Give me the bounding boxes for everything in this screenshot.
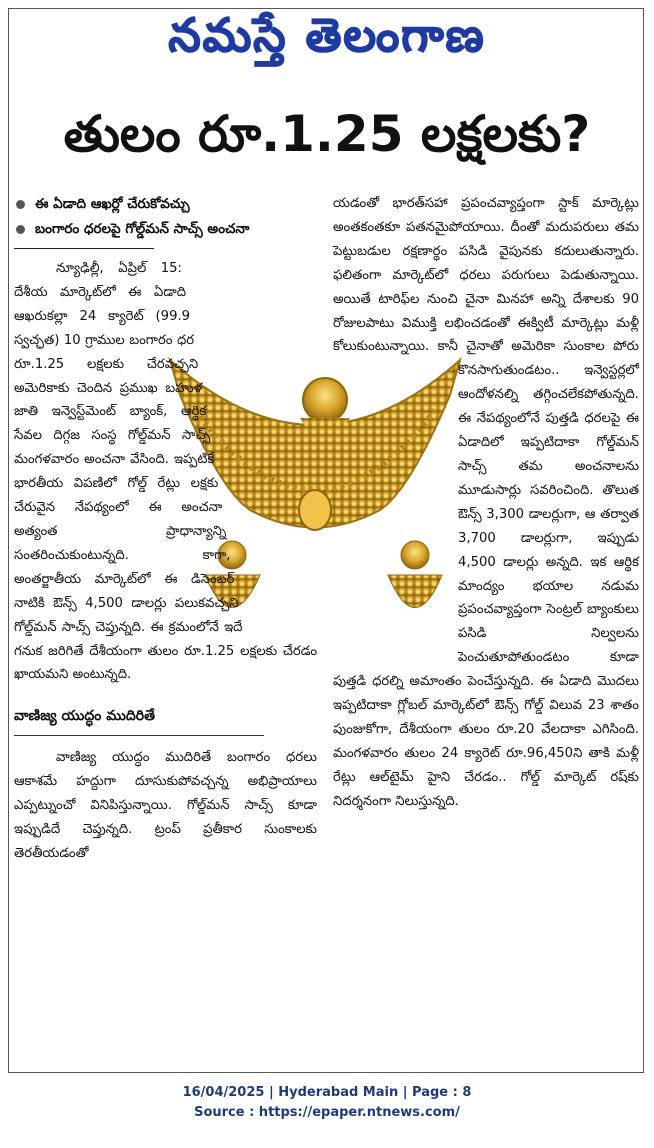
article-paragraph: న్యూఢిల్లీ, ఏప్రిల్ 15: దేశీయ మార్కెట్‌లో ఈ ఏడాది ఆఖరుకల్లా 24 క్యారెట్ (99.9 స్వచ్ఛత) 10 గ్రాముల బంగారం ధర రూ.1.25 లక్షలకు చేరవచ్చని అమెరికాకు చెందిన ప్రముఖ బహుళ జాతి ఇన్వెస్ట్‌మెంట్ బ్యాంక్, ఆర్థిక సేవల దిగ్గజ సంస్థ గోల్డ్‌మన్ సాచ్స్ మంగళవారం అంచనా వేసింది. ఇప్పటికే భారతీయ విపణిలో గోల్డ్ రేట్లు లక్షకు చేరువైన నేపథ్యంలో ఈ అంచనా అత్యంత ప్రాధాన్యాన్ని సంతరించుకుంటున్నది. కాగా, అంతర్జాతీయ మార్కెట్‌లో ఈ డిసెంబర్ నాటికి ఔన్స్ 4,500 డాలర్లు పలుకవచ్చని గోల్డ్‌మన్ సాచ్స్ చెప్తున్నది. ఈ క్రమంలోనే ఇదే గనుక జరిగితే దేశీయంగా తులం రూ.1.25 లక్షలకు చేరడం ఖాయమని అంటున్నది. xyxy=(14,261,317,683)
page-footer xyxy=(0,1083,654,1123)
bullet-text: ఈ ఏడాది ఆఖర్లో చేరుకోవచ్చు xyxy=(35,196,190,212)
bullet-icon xyxy=(16,225,25,234)
divider xyxy=(14,248,154,249)
headline-text: తులం రూ.1.25 లక్షలకు? xyxy=(63,105,591,163)
article-paragraph: వాణిజ్య యుద్ధం ముదిరితే బంగారం ధరలు ఆకాశమే హద్దుగా దూసుకుపోవచ్చన్న అభిప్రాయాలు ఎప్పట్నుంచో వినిపిస్తున్నాయి. గోల్డ్‌మన్ సాచ్స్ కూడా ఇప్పుడిదే చెప్తున్నది. ట్రంప్ ప్రతీకార సుంకాలకు తెరతీయడంతో xyxy=(14,750,317,861)
bullet-text: బంగారం ధరలపై గోల్డ్‌మన్ సాచ్స్ అంచనా xyxy=(35,221,250,237)
footer-edition-info: 16/04/2025 | Hyderabad Main | Page : 8 xyxy=(182,1085,472,1100)
divider xyxy=(14,735,264,736)
masthead-logo: నమస్తే తెలంగాణ xyxy=(168,8,486,62)
masthead xyxy=(0,8,654,68)
bullet-icon xyxy=(16,200,25,209)
footer-source-link[interactable]: Source : https://epaper.ntnews.com/ xyxy=(194,1105,460,1120)
left-column xyxy=(14,192,317,866)
right-column xyxy=(333,192,639,814)
bullet-item xyxy=(14,192,317,217)
headline xyxy=(0,105,654,175)
bullet-item xyxy=(14,217,317,242)
section-subheading: వాణిజ్య యుద్ధం ముదిరితే xyxy=(14,708,155,725)
article-paragraph: యడంతో భారత్‌సహా ప్రపంచవ్యాప్తంగా స్టాక్ మార్కెట్లు అంతకంతకూ పతనమైపోయాయి. దీంతో మదుపరులు తమ పెట్టుబడుల రక్షణార్థం పసిడి వైపునకు కదులుతున్నారు. ఫలితంగా మార్కెట్‌లో ధరలు పరుగులు పెడుతున్నాయి. అయితే టారిఫ్‌ల నుంచి చైనా మినహా అన్ని దేశాలకు 90 రోజులపాటు విముక్తి లభించడంతో ఈక్విటీ మార్కెట్లు మళ్లీ కోలుకుంటున్నాయి. కానీ చైనాతో అమెరికా సుంకాల పోరు కొనసాగుతుండటం.. ఇన్వెస్టర్లలో ఆందోళనల్ని తగ్గించలేకపోతున్నది. ఈ నేపథ్యంలోనే పుత్తడి ధరలపై ఈ ఏడాదిలో ఇప్పటిదాకా గోల్డ్‌మన్ సాచ్స్ తమ అంచనాలను మూడుసార్లు సవరించింది. తొలుత ఔన్స్ 3,300 డాలర్లుగా, ఆ తర్వాత 3,700 డాలర్లుగా, ఇప్పుడు 4,500 డాలర్లు అన్నది. ఇక ఆర్థిక మాంద్యం భయాల నడుమ ప్రపంచవ్యాప్తంగా సెంట్రల్ బ్యాంకులు పసిడి నిల్వలను పెంచుతూపోతుండటం కూడా పుత్తడి ధరల్ని అమాంతం పెంచేస్తున్నది. ఈ ఏడాది మొదలు ఇప్పటిదాకా గ్లోబల్ మార్కెట్‌లో ఔన్స్ గోల్డ్ విలువ 23 శాతం పుంజుకోగా, దేశీయంగా తులం రూ.20 వేలదాకా ఎగిసింది. మంగళవారం తులం 24 క్యారెట్ రూ.96,450ని తాకి మళ్లీ రేట్లు ఆల్‌టైమ్ హైని చేరడం.. గోల్డ్ మార్కెట్ రష్‌కు నిదర్శనంగా నిలుస్తున్నది. xyxy=(333,196,639,809)
